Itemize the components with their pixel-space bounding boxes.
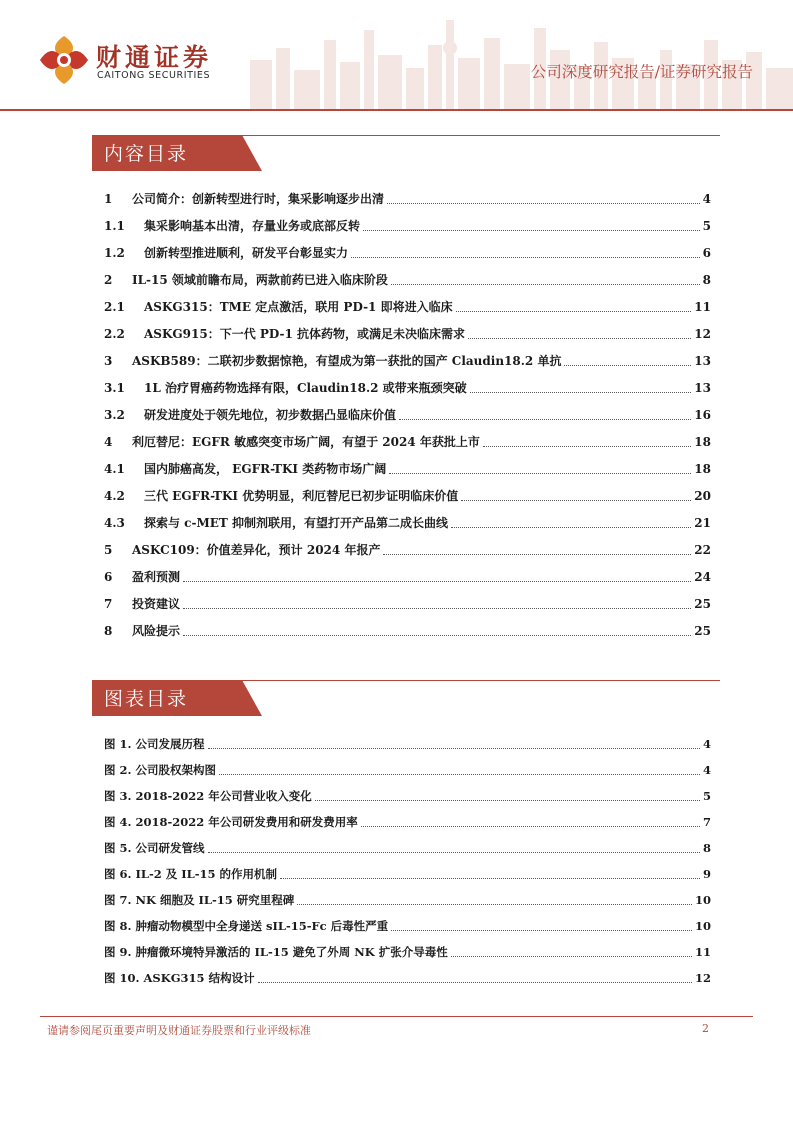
leader-dots bbox=[208, 748, 700, 749]
figure-item[interactable] bbox=[104, 760, 711, 778]
toc-item-number: 3 bbox=[104, 354, 113, 368]
figure-item-page: 11 bbox=[694, 945, 711, 959]
toc-item-page: 12 bbox=[694, 327, 711, 341]
footer-divider bbox=[40, 1016, 753, 1017]
toc-item-text: 投资建议 bbox=[132, 597, 181, 611]
leader-dots bbox=[391, 930, 692, 931]
toc-item-number: 2 bbox=[104, 273, 113, 287]
toc-item[interactable] bbox=[104, 484, 711, 504]
toc-item-number: 4 bbox=[104, 435, 113, 449]
figure-item-page: 7 bbox=[702, 815, 711, 829]
figure-item[interactable] bbox=[104, 968, 711, 986]
toc-item-text: ASKG915：下一代 PD-1 抗体药物，或满足未决临床需求 bbox=[144, 327, 466, 341]
figure-item[interactable] bbox=[104, 786, 711, 804]
figure-item[interactable] bbox=[104, 916, 711, 934]
leader-dots bbox=[483, 446, 691, 447]
figures-title: 图表目录 bbox=[104, 688, 189, 710]
toc-item-text: IL-15 领域前瞻布局，两款前药已进入临床阶段 bbox=[132, 273, 388, 287]
toc-title: 内容目录 bbox=[104, 143, 189, 165]
toc-item-number: 1.1 bbox=[104, 219, 125, 233]
toc-item[interactable] bbox=[104, 457, 711, 477]
leader-dots bbox=[315, 800, 700, 801]
figure-item-text: 图 6. IL-2 及 IL-15 的作用机制 bbox=[104, 867, 278, 881]
figure-item-page: 9 bbox=[702, 867, 711, 881]
toc-item-text: ASKC109：价值差异化，预计 2024 年报产 bbox=[132, 543, 381, 557]
leader-dots bbox=[183, 581, 691, 582]
leader-dots bbox=[389, 473, 691, 474]
leader-dots bbox=[461, 500, 691, 501]
toc-item[interactable] bbox=[104, 376, 711, 396]
figure-item-page: 4 bbox=[702, 737, 711, 751]
figure-item-text: 图 9. 肿瘤微环境特异激活的 IL-15 避免了外周 NK 扩张介导毒性 bbox=[104, 945, 448, 959]
toc-item-text: 集采影响基本出清，存量业务或底部反转 bbox=[144, 219, 361, 233]
toc-item-page: 18 bbox=[694, 435, 711, 449]
toc-item-page: 21 bbox=[694, 516, 711, 530]
figure-item-page: 8 bbox=[702, 841, 711, 855]
figure-item-text: 图 7. NK 细胞及 IL-15 研究里程碑 bbox=[104, 893, 295, 907]
figure-item[interactable] bbox=[104, 890, 711, 908]
title-rule bbox=[242, 680, 720, 681]
toc-item-text: ASKB589：二联初步数据惊艳，有望成为第一获批的国产 Claudin18.2 单抗 bbox=[132, 354, 562, 368]
leader-dots bbox=[280, 878, 700, 879]
figure-item-page: 4 bbox=[702, 763, 711, 777]
leader-dots bbox=[361, 826, 700, 827]
leader-dots bbox=[351, 257, 700, 258]
toc-item-number: 3.2 bbox=[104, 408, 125, 422]
toc-item-page: 13 bbox=[694, 381, 711, 395]
page-number: 2 bbox=[702, 1022, 709, 1035]
figure-item-text: 图 5. 公司研发管线 bbox=[104, 841, 205, 855]
toc-item[interactable] bbox=[104, 565, 711, 585]
figure-item-page: 10 bbox=[694, 893, 711, 907]
toc-item-page: 18 bbox=[694, 462, 711, 476]
leader-dots bbox=[387, 203, 700, 204]
toc-item-page: 20 bbox=[694, 489, 711, 503]
leader-dots bbox=[363, 230, 700, 231]
toc-item-page: 4 bbox=[702, 192, 711, 206]
toc-item-page: 13 bbox=[694, 354, 711, 368]
toc-item-page: 25 bbox=[694, 597, 711, 611]
page-header bbox=[0, 0, 793, 115]
toc-item-number: 1 bbox=[104, 192, 113, 206]
toc-item-number: 4.2 bbox=[104, 489, 125, 503]
leader-dots bbox=[456, 311, 692, 312]
toc-item[interactable] bbox=[104, 349, 711, 369]
leader-dots bbox=[208, 852, 700, 853]
leader-dots bbox=[451, 956, 692, 957]
toc-item-number: 6 bbox=[104, 570, 113, 584]
toc-item[interactable] bbox=[104, 322, 711, 342]
toc-item-text: 三代 EGFR-TKI 优势明显，利厄替尼已初步证明临床价值 bbox=[144, 489, 459, 503]
report-type-label: 公司深度研究报告/证券研究报告 bbox=[530, 63, 753, 81]
toc-item-text: 创新转型推进顺利，研发平台彰显实力 bbox=[144, 246, 349, 260]
figure-item[interactable] bbox=[104, 942, 711, 960]
toc-item-text: 盈利预测 bbox=[132, 570, 181, 584]
figure-item-text: 图 4. 2018-2022 年公司研发费用和研发费用率 bbox=[104, 815, 358, 829]
title-rule bbox=[242, 135, 720, 136]
figure-item-text: 图 3. 2018-2022 年公司营业收入变化 bbox=[104, 789, 312, 803]
leader-dots bbox=[297, 904, 692, 905]
toc-item[interactable] bbox=[104, 268, 711, 288]
toc-item-text: 利厄替尼：EGFR 敏感突变市场广阔，有望于 2024 年获批上市 bbox=[132, 435, 480, 449]
figure-item-page: 12 bbox=[694, 971, 711, 985]
leader-dots bbox=[219, 774, 700, 775]
leader-dots bbox=[564, 365, 691, 366]
figure-item-text: 图 10. ASKG315 结构设计 bbox=[104, 971, 255, 985]
toc-item[interactable] bbox=[104, 619, 711, 639]
toc-item-page: 16 bbox=[694, 408, 711, 422]
footer-disclaimer: 谨请参阅尾页重要声明及财通证券股票和行业评级标准 bbox=[47, 1024, 311, 1037]
toc-item[interactable] bbox=[104, 241, 711, 261]
toc-item[interactable] bbox=[104, 403, 711, 423]
leader-dots bbox=[468, 338, 691, 339]
toc-item[interactable] bbox=[104, 214, 711, 234]
brand-name-en: CAITONG SECURITIES bbox=[97, 70, 211, 81]
toc-item-text: 公司简介：创新转型进行时，集采影响逐步出清 bbox=[132, 192, 385, 206]
figure-item[interactable] bbox=[104, 812, 711, 830]
leader-dots bbox=[391, 284, 700, 285]
toc-item-number: 2.2 bbox=[104, 327, 125, 341]
toc-item-number: 2.1 bbox=[104, 300, 125, 314]
toc-item-number: 8 bbox=[104, 624, 113, 638]
toc-item-number: 7 bbox=[104, 597, 113, 611]
figure-item-text: 图 2. 公司股权架构图 bbox=[104, 763, 217, 777]
figure-item[interactable] bbox=[104, 734, 711, 752]
header-divider bbox=[0, 109, 793, 111]
toc-item-number: 3.1 bbox=[104, 381, 125, 395]
toc-item-page: 25 bbox=[694, 624, 711, 638]
toc-item-number: 4.1 bbox=[104, 462, 125, 476]
toc-item[interactable] bbox=[104, 538, 711, 558]
toc-item[interactable] bbox=[104, 592, 711, 612]
toc-item-text: 1L 治疗胃癌药物选择有限，Claudin18.2 或带来瓶颈突破 bbox=[144, 381, 467, 395]
figure-item-text: 图 1. 公司发展历程 bbox=[104, 737, 205, 751]
toc-item-text: ASKG315：TME 定点激活，联用 PD-1 即将进入临床 bbox=[144, 300, 453, 314]
leader-dots bbox=[183, 608, 691, 609]
toc-item-page: 11 bbox=[694, 300, 711, 314]
leader-dots bbox=[183, 635, 691, 636]
figure-item-page: 5 bbox=[702, 789, 711, 803]
toc-item[interactable] bbox=[104, 187, 711, 207]
toc-item-number: 4.3 bbox=[104, 516, 125, 530]
leader-dots bbox=[451, 527, 691, 528]
figure-item-text: 图 8. 肿瘤动物模型中全身递送 sIL-15-Fc 后毒性严重 bbox=[104, 919, 389, 933]
toc-item-number: 1.2 bbox=[104, 246, 125, 260]
toc-item-number: 5 bbox=[104, 543, 113, 557]
leader-dots bbox=[470, 392, 692, 393]
figure-item[interactable] bbox=[104, 864, 711, 882]
toc-item-page: 24 bbox=[694, 570, 711, 584]
toc-item-text: 研发进度处于领先地位，初步数据凸显临床价值 bbox=[144, 408, 397, 422]
toc-item[interactable] bbox=[104, 511, 711, 531]
leader-dots bbox=[258, 982, 692, 983]
leader-dots bbox=[383, 554, 691, 555]
figure-item[interactable] bbox=[104, 838, 711, 856]
toc-item[interactable] bbox=[104, 430, 711, 450]
toc-item-page: 8 bbox=[702, 273, 711, 287]
brand-name-cn: 财通证券 bbox=[96, 43, 213, 72]
leader-dots bbox=[399, 419, 691, 420]
caitong-logo-icon bbox=[38, 34, 90, 86]
toc-item-text: 风险提示 bbox=[132, 624, 181, 638]
toc-item[interactable] bbox=[104, 295, 711, 315]
figure-item-page: 10 bbox=[694, 919, 711, 933]
toc-item-text: 探索与 c-MET 抑制剂联用，有望打开产品第二成长曲线 bbox=[144, 516, 449, 530]
toc-section-title bbox=[92, 135, 720, 171]
toc-item-page: 6 bbox=[702, 246, 711, 260]
toc-item-page: 22 bbox=[694, 543, 711, 557]
figures-section-title bbox=[92, 680, 720, 716]
toc-item-text: 国内肺癌高发， EGFR-TKI 类药物市场广阔 bbox=[144, 462, 387, 476]
toc-item-page: 5 bbox=[702, 219, 711, 233]
